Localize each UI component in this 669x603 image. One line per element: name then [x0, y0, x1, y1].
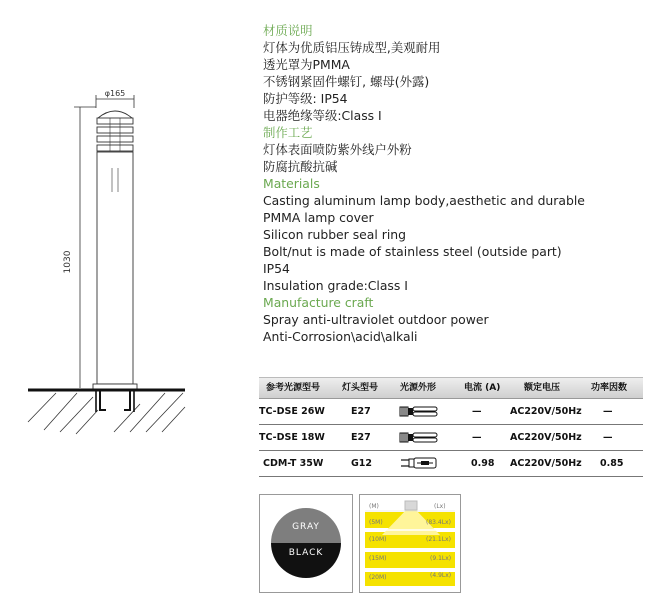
header-current: 电流 (A)	[464, 383, 501, 393]
row-voltage: AC220V/50Hz	[510, 458, 582, 469]
spec-line: 不锈钢紧固件螺钉, 螺母(外露)	[263, 74, 430, 89]
spec-line: 电器绝缘等级:Class I	[263, 108, 382, 123]
row-voltage: AC220V/50Hz	[510, 432, 582, 443]
header-model: 参考光源型号	[266, 383, 321, 393]
row-base: G12	[351, 458, 373, 469]
table-row	[259, 399, 643, 425]
lux-label: (21.1Lx)	[426, 536, 451, 543]
diameter-label: φ165	[104, 89, 126, 98]
table-header	[259, 377, 643, 399]
table-row	[259, 425, 643, 451]
spec-line: Anti-Corrosion\acid\alkali	[263, 329, 418, 344]
spec-heading: Manufacture craft	[263, 295, 374, 310]
spec-line: Casting aluminum lamp body,aesthetic and durable	[263, 193, 585, 208]
illuminance-diagram	[359, 494, 461, 593]
spec-heading: 材质说明	[263, 23, 313, 38]
distance-label: (10M)	[369, 536, 387, 543]
row-pf: 0.85	[600, 458, 624, 469]
row-base: E27	[351, 432, 371, 443]
lux-label: (Lx)	[434, 503, 446, 510]
light-source-table	[259, 377, 643, 477]
lamp-body	[93, 152, 137, 390]
spec-line: 防腐抗酸抗碱	[263, 159, 338, 174]
header-base: 灯头型号	[342, 383, 379, 393]
distance-label: (20M)	[369, 574, 387, 581]
row-model: CDM-T 35W	[263, 458, 324, 469]
spec-line: Insulation grade:Class I	[263, 278, 408, 293]
height-dimension	[63, 107, 96, 388]
row-current: 0.98	[471, 458, 495, 469]
distance-label: (5M)	[369, 519, 383, 526]
header-pf: 功率因数	[591, 383, 628, 393]
spec-line: Bolt/nut is made of stainless steel (outside part)	[263, 244, 562, 259]
distance-label: (M)	[369, 503, 379, 510]
lux-label: (4.9Lx)	[430, 572, 452, 579]
spec-heading: Materials	[263, 176, 320, 191]
row-pf: —	[603, 406, 613, 417]
header-shape: 光源外形	[400, 383, 437, 393]
row-base: E27	[351, 406, 371, 417]
row-voltage: AC220V/50Hz	[510, 406, 582, 417]
spec-line: 防护等级: IP54	[263, 91, 348, 106]
color-options-swatch	[259, 494, 353, 593]
black-label: BLACK	[288, 548, 324, 558]
cfl-lamp-icon	[399, 404, 441, 419]
spec-line: Silicon rubber seal ring	[263, 227, 407, 242]
spec-line: 灯体为优质铝压铸成型,美观耐用	[263, 40, 441, 55]
metal-halide-lamp-icon	[399, 456, 441, 471]
height-label: 1030	[63, 250, 73, 274]
spec-line: IP54	[263, 261, 290, 276]
table-row	[259, 451, 643, 477]
spec-line: 透光罩为PMMA	[263, 57, 350, 72]
specification-text	[263, 22, 663, 345]
row-current: —	[472, 432, 482, 443]
color-circle	[271, 508, 341, 578]
lux-label: (9.1Lx)	[430, 555, 452, 562]
diameter-dimension	[96, 89, 134, 108]
row-model: TC-DSE 26W	[259, 406, 325, 417]
lamp-head	[97, 111, 133, 151]
spec-line: PMMA lamp cover	[263, 210, 374, 225]
row-current: —	[472, 406, 482, 417]
cfl-lamp-icon	[399, 430, 441, 445]
row-pf: —	[603, 432, 613, 443]
spec-line: 灯体表面喷防紫外线户外粉	[263, 142, 412, 157]
row-model: TC-DSE 18W	[259, 432, 325, 443]
spec-heading: 制作工艺	[263, 125, 313, 140]
header-voltage: 额定电压	[524, 383, 561, 393]
spec-line: Spray anti-ultraviolet outdoor power	[263, 312, 489, 327]
gray-label: GRAY	[292, 522, 320, 532]
distance-label: (15M)	[369, 555, 387, 562]
ground-section	[28, 390, 185, 434]
lux-label: (83.4Lx)	[426, 519, 451, 526]
